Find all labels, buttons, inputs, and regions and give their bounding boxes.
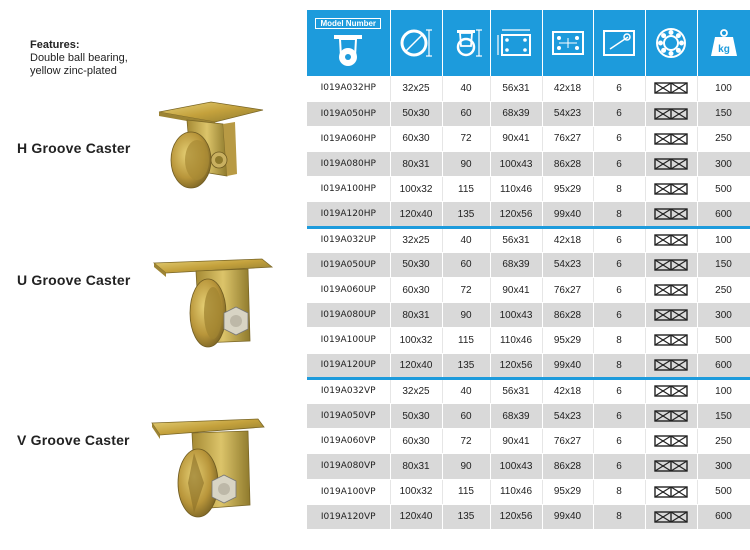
bolt-hole-cell: 6 [593, 76, 645, 101]
wheel-size-cell: 100x32 [390, 328, 442, 353]
bolt-hole-cell: 6 [593, 454, 645, 479]
bearing-symbol-icon [654, 259, 688, 271]
bolt-hole-cell: 8 [593, 504, 645, 529]
load-capacity-cell: 600 [697, 504, 750, 529]
height-cell: 40 [442, 76, 490, 101]
u-groove-caster-label: U Groove Caster [17, 272, 131, 288]
bearing-cell [645, 479, 697, 504]
hole-spacing-cell: 95x29 [542, 328, 593, 353]
bearing-symbol-icon [654, 208, 688, 220]
bearing-cell [645, 328, 697, 353]
plate-size-cell: 120x56 [490, 504, 542, 529]
hole-spacing-cell: 54x23 [542, 252, 593, 277]
load-capacity-cell: 300 [697, 152, 750, 177]
features-title: Features: [30, 39, 80, 51]
bolt-hole-cell: 8 [593, 202, 645, 227]
table-row [307, 101, 750, 126]
wheel-size-icon [399, 26, 433, 60]
wheel-size-cell: 80x31 [390, 152, 442, 177]
table-row [307, 378, 750, 403]
plate-size-cell: 90x41 [490, 429, 542, 454]
hole-spacing-cell: 86x28 [542, 454, 593, 479]
model-number-cell: I019A050VP [307, 403, 390, 428]
hole-spacing-cell: 99x40 [542, 202, 593, 227]
wheel-size-cell: 120x40 [390, 202, 442, 227]
bearing-symbol-icon [654, 410, 688, 422]
table-row [307, 454, 750, 479]
features-line-2: yellow zinc-plated [30, 65, 117, 77]
bolt-hole-icon [600, 27, 638, 59]
features-line-1: Double ball bearing, [30, 52, 128, 64]
v-groove-caster-label: V Groove Caster [17, 432, 130, 448]
bearing-cell [645, 504, 697, 529]
plate-size-cell: 90x41 [490, 126, 542, 151]
bearing-icon [654, 26, 688, 60]
u-groove-caster-image [150, 253, 274, 353]
plate-size-cell: 120x56 [490, 202, 542, 227]
load-capacity-cell: 150 [697, 252, 750, 277]
model-number-cell: I019A060VP [307, 429, 390, 454]
height-cell: 60 [442, 101, 490, 126]
features-block [30, 39, 128, 78]
plate-size-cell: 110x46 [490, 328, 542, 353]
weight-kg-text: kg [717, 44, 730, 55]
weight-kg-icon [709, 28, 739, 58]
bolt-hole-cell: 8 [593, 353, 645, 378]
bolt-hole-cell: 6 [593, 227, 645, 252]
bolt-hole-cell: 8 [593, 328, 645, 353]
wheel-size-header [390, 10, 442, 76]
hole-spacing-icon [548, 27, 588, 59]
bearing-cell [645, 353, 697, 378]
height-cell: 90 [442, 454, 490, 479]
model-number-header [307, 10, 390, 76]
hole-spacing-cell: 76x27 [542, 126, 593, 151]
bolt-hole-cell: 6 [593, 303, 645, 328]
bearing-cell [645, 76, 697, 101]
hole-spacing-cell: 54x23 [542, 403, 593, 428]
table-row [307, 202, 750, 227]
bolt-hole-header [593, 10, 645, 76]
h-groove-caster-image [151, 98, 273, 198]
load-capacity-cell: 100 [697, 227, 750, 252]
bearing-symbol-icon [654, 133, 688, 145]
height-cell: 72 [442, 429, 490, 454]
bearing-symbol-icon [654, 234, 688, 246]
height-cell: 72 [442, 126, 490, 151]
table-row [307, 76, 750, 101]
bearing-header [645, 10, 697, 76]
load-capacity-cell: 150 [697, 101, 750, 126]
bearing-cell [645, 454, 697, 479]
bolt-hole-cell: 6 [593, 252, 645, 277]
plate-size-cell: 90x41 [490, 278, 542, 303]
table-row [307, 353, 750, 378]
load-capacity-cell: 500 [697, 177, 750, 202]
plate-size-cell: 56x31 [490, 227, 542, 252]
model-number-cell: I019A120UP [307, 353, 390, 378]
model-number-cell: I019A080HP [307, 152, 390, 177]
height-cell: 115 [442, 177, 490, 202]
model-number-cell: I019A060HP [307, 126, 390, 151]
bolt-hole-cell: 6 [593, 152, 645, 177]
height-cell: 60 [442, 252, 490, 277]
caster-icon [331, 29, 365, 71]
model-number-cell: I019A032UP [307, 227, 390, 252]
v-groove-caster-image [150, 413, 265, 523]
load-capacity-cell: 250 [697, 126, 750, 151]
bearing-symbol-icon [654, 334, 688, 346]
bearing-cell [645, 429, 697, 454]
bearing-symbol-icon [654, 435, 688, 447]
table-row [307, 403, 750, 428]
plate-size-cell: 68x39 [490, 101, 542, 126]
height-cell: 72 [442, 278, 490, 303]
bolt-hole-cell: 6 [593, 403, 645, 428]
weight-header [697, 10, 750, 76]
table-row [307, 278, 750, 303]
bearing-cell [645, 278, 697, 303]
plate-size-icon [496, 27, 536, 59]
table-row [307, 177, 750, 202]
plate-size-cell: 100x43 [490, 152, 542, 177]
model-number-cell: I019A080VP [307, 454, 390, 479]
hole-spacing-cell: 99x40 [542, 353, 593, 378]
table-row [307, 504, 750, 529]
bolt-hole-cell: 8 [593, 177, 645, 202]
plate-size-cell: 68x39 [490, 252, 542, 277]
bearing-symbol-icon [654, 486, 688, 498]
model-number-cell: I019A060UP [307, 278, 390, 303]
plate-size-cell: 110x46 [490, 177, 542, 202]
plate-size-cell: 120x56 [490, 353, 542, 378]
bearing-cell [645, 152, 697, 177]
hole-spacing-cell: 54x23 [542, 101, 593, 126]
hole-spacing-cell: 86x28 [542, 152, 593, 177]
wheel-size-cell: 60x30 [390, 429, 442, 454]
load-capacity-cell: 500 [697, 328, 750, 353]
model-number-cell: I019A032HP [307, 76, 390, 101]
wheel-size-cell: 32x25 [390, 378, 442, 403]
bearing-symbol-icon [654, 511, 688, 523]
bearing-symbol-icon [654, 385, 688, 397]
bearing-symbol-icon [654, 309, 688, 321]
model-number-label: Model Number [315, 18, 381, 29]
wheel-size-cell: 32x25 [390, 76, 442, 101]
model-number-cell: I019A050UP [307, 252, 390, 277]
wheel-size-cell: 80x31 [390, 303, 442, 328]
table-row [307, 126, 750, 151]
load-capacity-cell: 500 [697, 479, 750, 504]
plate-size-cell: 100x43 [490, 454, 542, 479]
wheel-size-cell: 32x25 [390, 227, 442, 252]
bearing-symbol-icon [654, 82, 688, 94]
hole-spacing-cell: 99x40 [542, 504, 593, 529]
bearing-cell [645, 252, 697, 277]
wheel-size-cell: 50x30 [390, 403, 442, 428]
height-cell: 60 [442, 403, 490, 428]
height-cell: 135 [442, 353, 490, 378]
height-cell: 115 [442, 479, 490, 504]
wheel-size-cell: 80x31 [390, 454, 442, 479]
load-capacity-cell: 250 [697, 278, 750, 303]
model-number-cell: I019A100HP [307, 177, 390, 202]
wheel-size-cell: 50x30 [390, 101, 442, 126]
plate-size-header [490, 10, 542, 76]
hole-spacing-cell: 95x29 [542, 177, 593, 202]
load-capacity-cell: 100 [697, 76, 750, 101]
bearing-symbol-icon [654, 183, 688, 195]
model-number-cell: I019A032VP [307, 378, 390, 403]
bearing-cell [645, 202, 697, 227]
plate-size-cell: 100x43 [490, 303, 542, 328]
wheel-size-cell: 120x40 [390, 504, 442, 529]
bolt-hole-cell: 6 [593, 429, 645, 454]
height-cell: 40 [442, 378, 490, 403]
bearing-cell [645, 227, 697, 252]
hole-spacing-cell: 86x28 [542, 303, 593, 328]
table-row [307, 252, 750, 277]
hole-spacing-header [542, 10, 593, 76]
bearing-cell [645, 177, 697, 202]
table-row [307, 303, 750, 328]
hole-spacing-cell: 42x18 [542, 227, 593, 252]
hole-spacing-cell: 95x29 [542, 479, 593, 504]
table-row [307, 429, 750, 454]
bolt-hole-cell: 8 [593, 479, 645, 504]
h-groove-caster-label: H Groove Caster [17, 140, 131, 156]
load-capacity-cell: 300 [697, 454, 750, 479]
plate-size-cell: 56x31 [490, 378, 542, 403]
model-number-cell: I019A120HP [307, 202, 390, 227]
plate-size-cell: 68x39 [490, 403, 542, 428]
wheel-size-cell: 60x30 [390, 126, 442, 151]
height-cell: 90 [442, 152, 490, 177]
load-capacity-cell: 600 [697, 202, 750, 227]
bolt-hole-cell: 6 [593, 126, 645, 151]
height-header [442, 10, 490, 76]
bearing-cell [645, 303, 697, 328]
table-row [307, 328, 750, 353]
height-icon [449, 26, 483, 60]
bearing-symbol-icon [654, 108, 688, 120]
spec-table [307, 10, 750, 530]
table-header [307, 10, 750, 76]
bearing-cell [645, 101, 697, 126]
bearing-cell [645, 403, 697, 428]
load-capacity-cell: 600 [697, 353, 750, 378]
bearing-cell [645, 126, 697, 151]
bearing-symbol-icon [654, 460, 688, 472]
hole-spacing-cell: 42x18 [542, 378, 593, 403]
bolt-hole-cell: 6 [593, 278, 645, 303]
wheel-size-cell: 100x32 [390, 177, 442, 202]
hole-spacing-cell: 42x18 [542, 76, 593, 101]
bolt-hole-cell: 6 [593, 378, 645, 403]
table-body [307, 76, 750, 529]
bearing-cell [645, 378, 697, 403]
wheel-size-cell: 120x40 [390, 353, 442, 378]
height-cell: 135 [442, 202, 490, 227]
model-number-cell: I019A120VP [307, 504, 390, 529]
wheel-size-cell: 50x30 [390, 252, 442, 277]
height-cell: 115 [442, 328, 490, 353]
model-number-cell: I019A100VP [307, 479, 390, 504]
height-cell: 40 [442, 227, 490, 252]
plate-size-cell: 56x31 [490, 76, 542, 101]
load-capacity-cell: 250 [697, 429, 750, 454]
load-capacity-cell: 300 [697, 303, 750, 328]
wheel-size-cell: 60x30 [390, 278, 442, 303]
bearing-symbol-icon [654, 158, 688, 170]
table-row [307, 479, 750, 504]
model-number-cell: I019A080UP [307, 303, 390, 328]
hole-spacing-cell: 76x27 [542, 429, 593, 454]
table-row [307, 227, 750, 252]
bearing-symbol-icon [654, 284, 688, 296]
height-cell: 135 [442, 504, 490, 529]
model-number-cell: I019A050HP [307, 101, 390, 126]
plate-size-cell: 110x46 [490, 479, 542, 504]
bearing-symbol-icon [654, 359, 688, 371]
load-capacity-cell: 150 [697, 403, 750, 428]
load-capacity-cell: 100 [697, 378, 750, 403]
wheel-size-cell: 100x32 [390, 479, 442, 504]
bolt-hole-cell: 6 [593, 101, 645, 126]
hole-spacing-cell: 76x27 [542, 278, 593, 303]
height-cell: 90 [442, 303, 490, 328]
model-number-cell: I019A100UP [307, 328, 390, 353]
table-row [307, 152, 750, 177]
